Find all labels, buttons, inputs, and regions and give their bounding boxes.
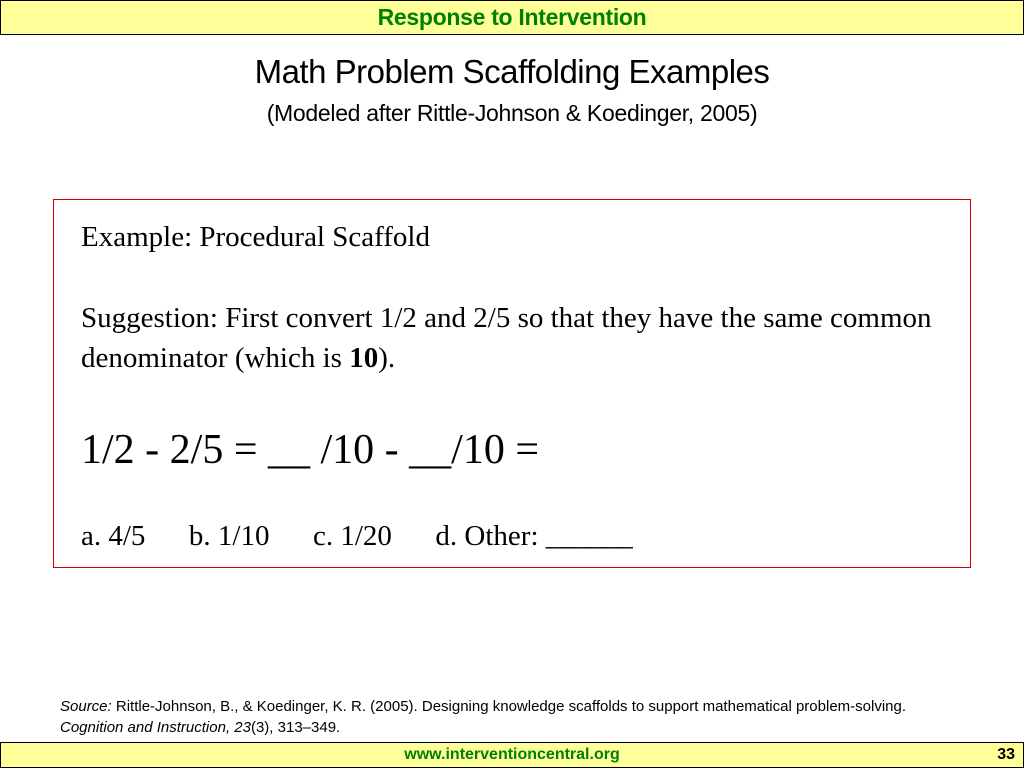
footer-url: www.interventioncentral.org <box>404 746 620 763</box>
example-heading: Example: Procedural Scaffold <box>81 221 430 253</box>
source-citation <box>60 696 960 738</box>
footer-banner <box>0 742 1024 768</box>
slide-title: Math Problem Scaffolding Examples <box>254 53 770 90</box>
source-journal: Cognition and Instruction, 23 <box>60 719 251 736</box>
suggestion-end: ). <box>378 342 396 374</box>
header-banner <box>0 0 1024 35</box>
source-issue: (3), 313–349. <box>250 719 341 736</box>
page-number: 33 <box>997 746 1015 763</box>
source-label: Source: <box>60 698 112 715</box>
banner-title: Response to Intervention <box>377 4 647 30</box>
suggestion-text <box>81 298 961 378</box>
answer-choices: a. 4/5 b. 1/10 c. 1/20 d. Other: ______ <box>81 520 633 552</box>
source-text: Rittle-Johnson, B., & Koedinger, K. R. (2005). Designing knowledge scaffolds to support mathematical problem-solving. <box>111 698 907 715</box>
example-box <box>53 199 971 568</box>
suggestion-main: Suggestion: First convert 1/2 and 2/5 so that they have the same common denominator (which is <box>81 302 932 374</box>
equation: 1/2 - 2/5 = __ /10 - __/10 = <box>81 427 540 473</box>
slide-subtitle: (Modeled after Rittle-Johnson & Koedinger, 2005) <box>266 100 758 126</box>
suggestion-denominator: 10 <box>349 342 379 374</box>
